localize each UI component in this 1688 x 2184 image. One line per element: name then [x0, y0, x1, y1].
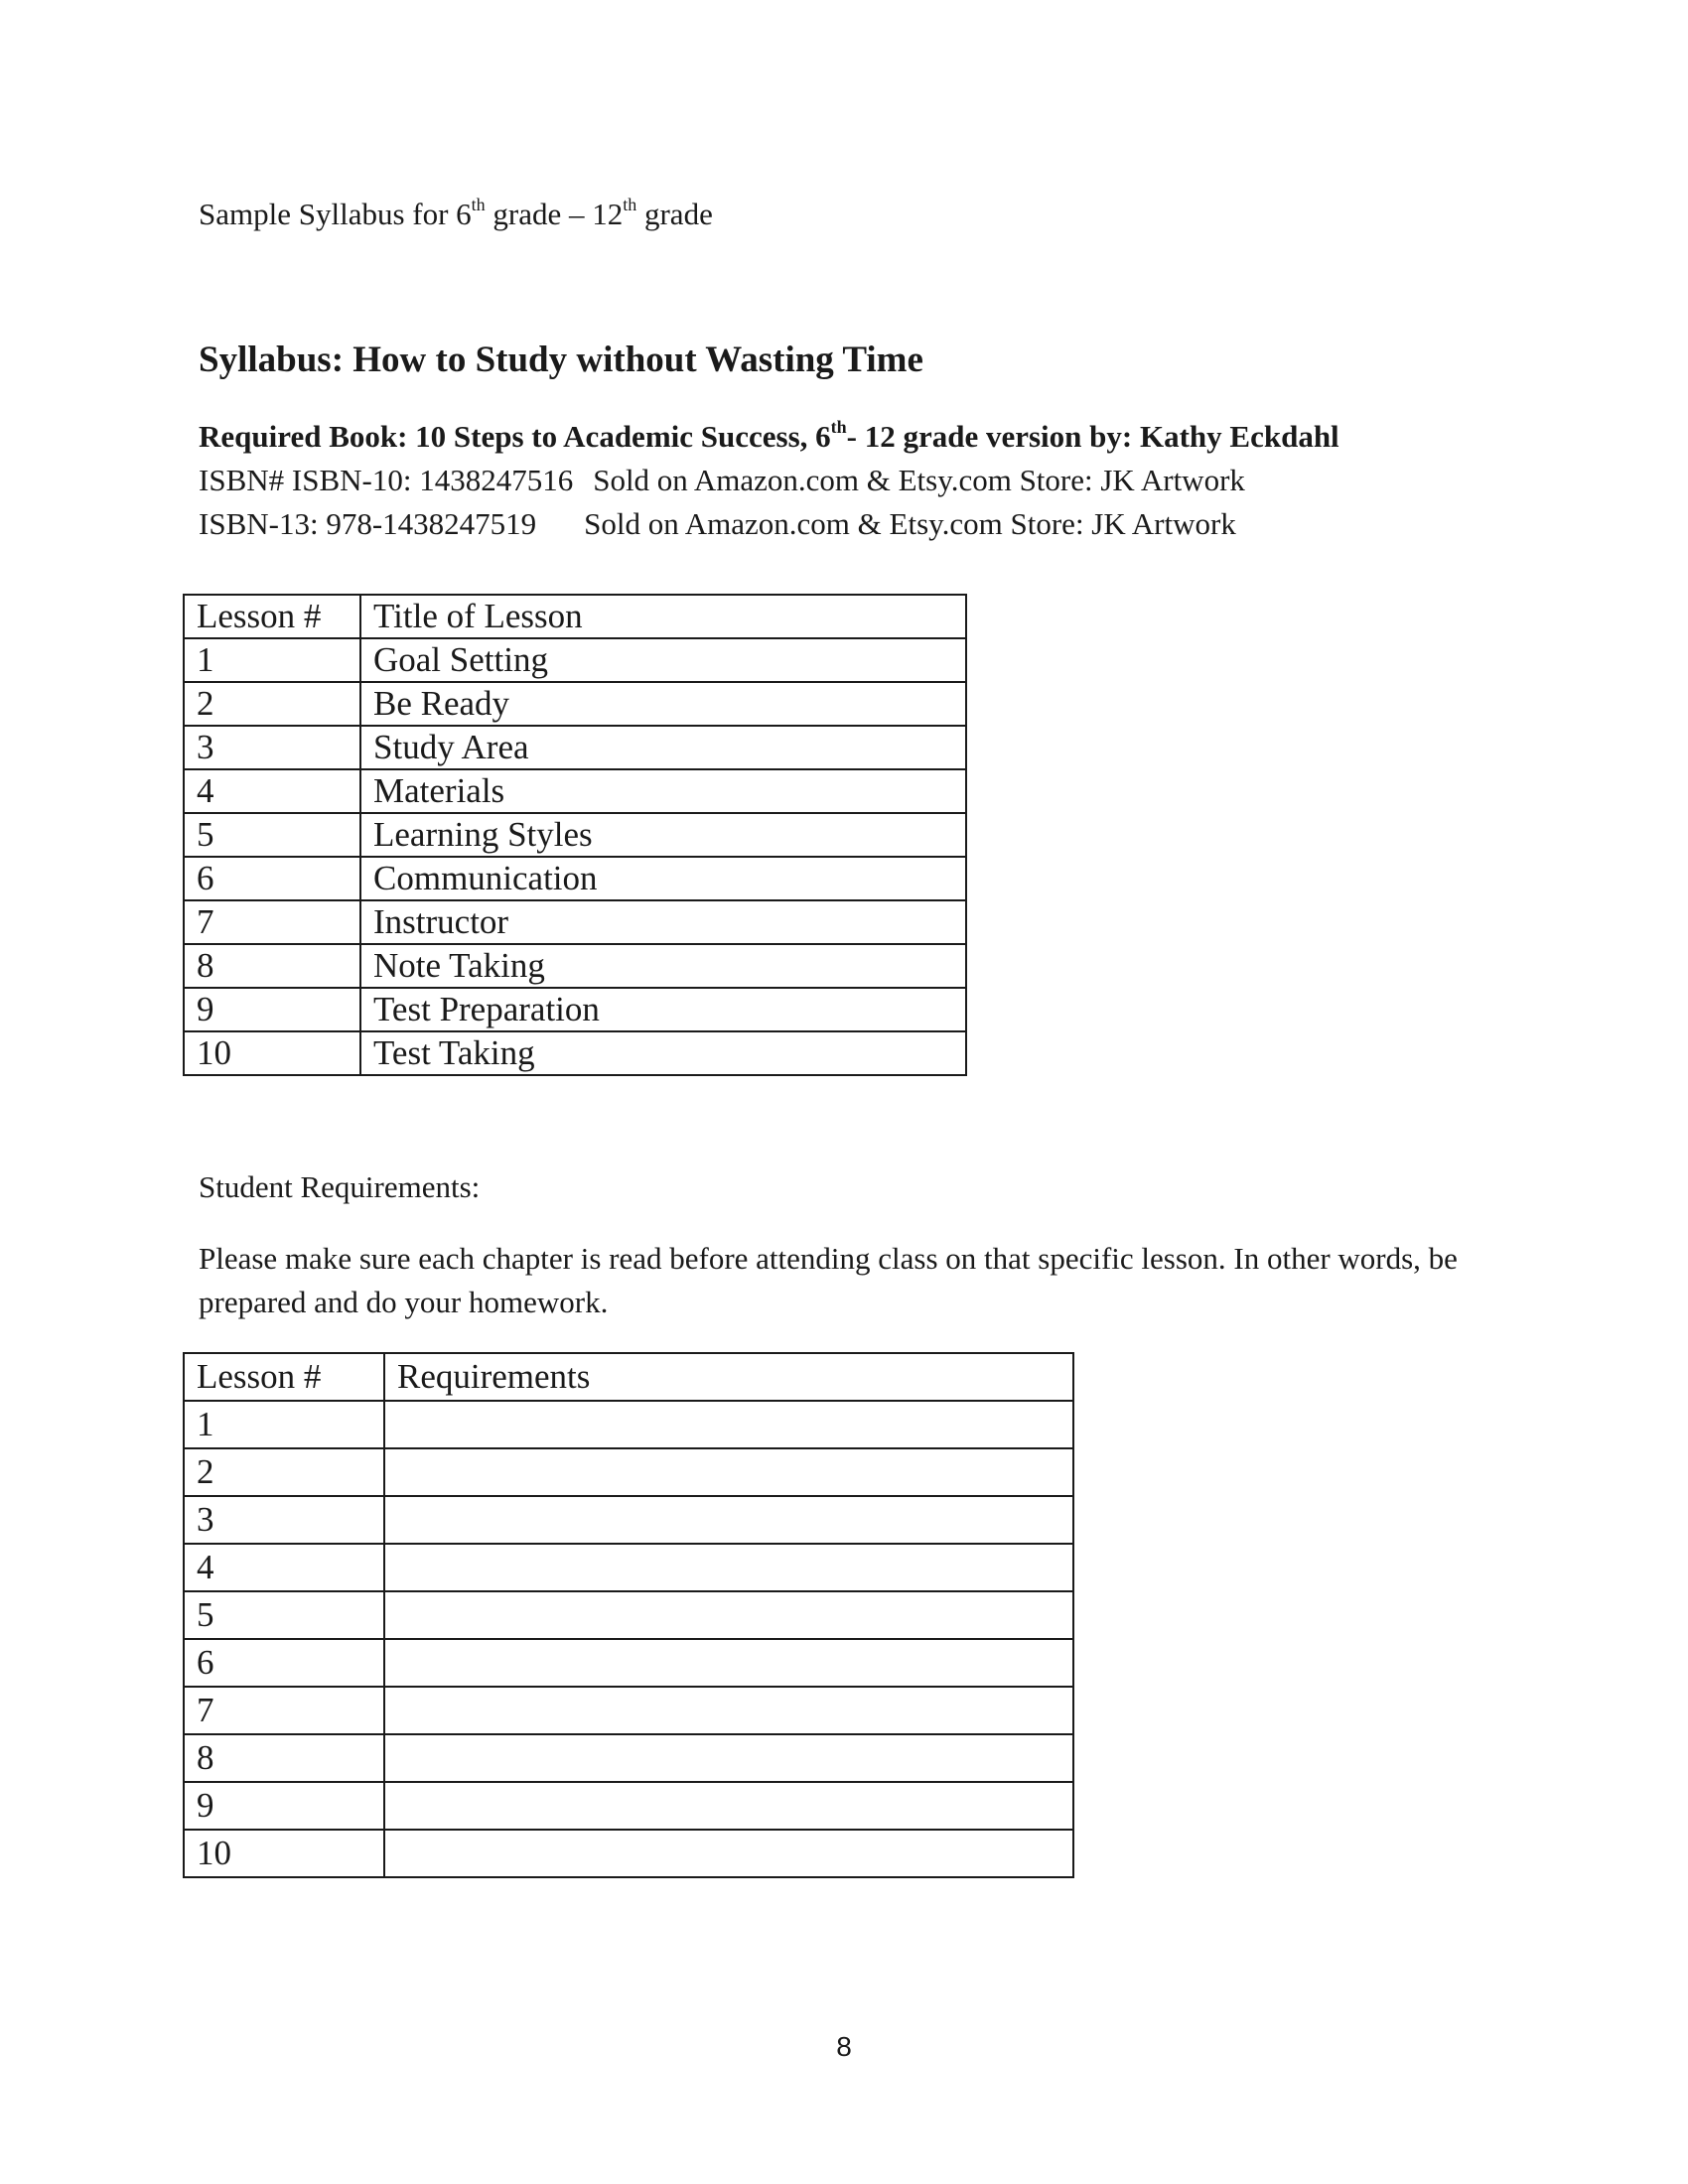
table-row	[184, 726, 966, 769]
table-row	[184, 1448, 1073, 1496]
requirement-cell[interactable]	[384, 1782, 1073, 1830]
lesson-title-cell: Instructor	[360, 900, 966, 944]
lesson-title-cell: Learning Styles	[360, 813, 966, 857]
lesson-title-cell: Study Area	[360, 726, 966, 769]
intro-middle: grade – 12	[485, 197, 624, 231]
lesson-number-cell: 5	[184, 813, 360, 857]
isbn10-line	[199, 459, 1339, 502]
lesson-number-cell: 10	[184, 1031, 360, 1075]
student-requirements-heading: Student Requirements:	[199, 1169, 481, 1204]
requirement-cell[interactable]	[384, 1591, 1073, 1639]
student-requirements-text: Please make sure each chapter is read before attending class on that specific lesson. In other words, be prepared and do your homework.	[199, 1241, 1458, 1319]
lesson-number-cell: 7	[184, 900, 360, 944]
column-header-lesson-number: Lesson #	[184, 1353, 384, 1401]
lesson-title-cell: Communication	[360, 857, 966, 900]
intro-sup-2: th	[623, 194, 637, 214]
isbn13-line	[199, 502, 1339, 546]
table-row	[184, 1401, 1073, 1448]
isbn10-store: Sold on Amazon.com & Etsy.com Store: JK Artwork	[593, 463, 1245, 497]
table-row	[184, 1830, 1073, 1877]
intro-sup-1: th	[471, 194, 486, 214]
table-header-row	[184, 595, 966, 638]
table-row	[184, 1496, 1073, 1544]
table-row	[184, 1687, 1073, 1734]
intro-prefix: Sample Syllabus for 6	[199, 197, 472, 231]
lesson-number-cell: 4	[184, 769, 360, 813]
requirement-cell[interactable]	[384, 1830, 1073, 1877]
lesson-number-cell: 4	[184, 1544, 384, 1591]
intro-suffix: grade	[636, 197, 713, 231]
lesson-number-cell: 8	[184, 1734, 384, 1782]
lesson-title-cell: Materials	[360, 769, 966, 813]
requirement-cell[interactable]	[384, 1401, 1073, 1448]
lesson-number-cell: 9	[184, 1782, 384, 1830]
table-header-row	[184, 1353, 1073, 1401]
lesson-number-cell: 1	[184, 638, 360, 682]
lesson-title-cell: Goal Setting	[360, 638, 966, 682]
lesson-number-cell: 3	[184, 726, 360, 769]
lesson-number-cell: 5	[184, 1591, 384, 1639]
table-row	[184, 769, 966, 813]
requirement-cell[interactable]	[384, 1496, 1073, 1544]
lesson-number-cell: 7	[184, 1687, 384, 1734]
syllabus-title: Syllabus: How to Study without Wasting Time	[199, 340, 923, 380]
table-row	[184, 1639, 1073, 1687]
table-row	[184, 857, 966, 900]
lesson-number-cell: 2	[184, 1448, 384, 1496]
isbn13-label: ISBN-13: 978-1438247519	[199, 506, 537, 541]
table-row	[184, 1734, 1073, 1782]
book-info	[199, 415, 1339, 546]
column-header-requirements: Requirements	[384, 1353, 1073, 1401]
lesson-title-cell: Be Ready	[360, 682, 966, 726]
page-number: 8	[836, 2031, 852, 2062]
requirement-cell[interactable]	[384, 1448, 1073, 1496]
requirement-cell[interactable]	[384, 1544, 1073, 1591]
lesson-title-cell: Note Taking	[360, 944, 966, 988]
table-row	[184, 944, 966, 988]
lesson-number-cell: 8	[184, 944, 360, 988]
lesson-number-cell: 1	[184, 1401, 384, 1448]
table-row	[184, 682, 966, 726]
required-book-suffix: - 12 grade version by: Kathy Eckdahl	[846, 419, 1339, 454]
requirement-cell[interactable]	[384, 1734, 1073, 1782]
table-row	[184, 1031, 966, 1075]
table-row	[184, 988, 966, 1031]
table-row	[184, 1782, 1073, 1830]
lesson-number-cell: 6	[184, 1639, 384, 1687]
requirement-cell[interactable]	[384, 1639, 1073, 1687]
table-row	[184, 638, 966, 682]
lesson-title-cell: Test Preparation	[360, 988, 966, 1031]
lesson-number-cell: 9	[184, 988, 360, 1031]
required-book-sup: th	[830, 416, 847, 437]
required-book-prefix: Required Book: 10 Steps to Academic Success, 6	[199, 419, 831, 454]
table-row	[184, 1591, 1073, 1639]
lesson-title-cell: Test Taking	[360, 1031, 966, 1075]
requirement-cell[interactable]	[384, 1687, 1073, 1734]
lesson-number-cell: 6	[184, 857, 360, 900]
lesson-number-cell: 3	[184, 1496, 384, 1544]
isbn13-store: Sold on Amazon.com & Etsy.com Store: JK Artwork	[584, 506, 1236, 541]
column-header-lesson-number: Lesson #	[184, 595, 360, 638]
column-header-title: Title of Lesson	[360, 595, 966, 638]
table-row	[184, 813, 966, 857]
lesson-number-cell: 2	[184, 682, 360, 726]
table-row	[184, 1544, 1073, 1591]
lesson-number-cell: 10	[184, 1830, 384, 1877]
required-book-line	[199, 415, 1339, 459]
isbn10-label: ISBN# ISBN-10: 1438247516	[199, 463, 574, 497]
lessons-table	[183, 594, 967, 1076]
intro-line	[199, 195, 713, 234]
table-row	[184, 900, 966, 944]
requirements-table	[183, 1352, 1074, 1878]
